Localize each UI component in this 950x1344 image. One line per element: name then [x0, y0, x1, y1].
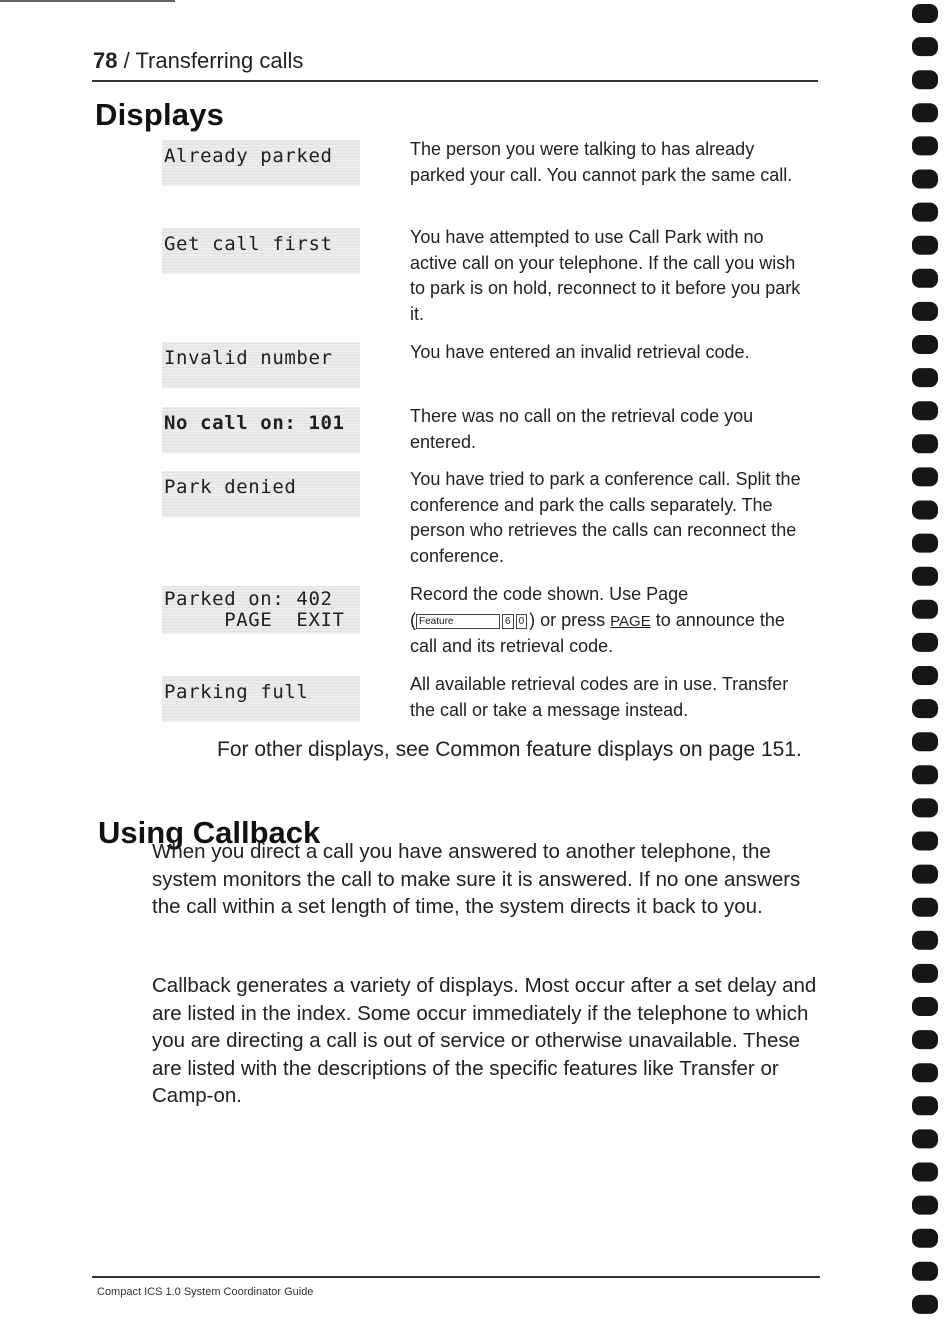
lcd-display-invalid-number	[162, 342, 360, 388]
binding-hole	[912, 1063, 938, 1082]
binding-hole	[912, 567, 938, 586]
lcd-line: Parking full	[164, 681, 309, 703]
running-header	[93, 48, 303, 74]
binding-hole	[912, 170, 938, 189]
footer-text: Compact ICS 1.0 System Coordinator Guide	[97, 1286, 314, 1298]
binding-hole	[912, 865, 938, 884]
binding-hole	[912, 434, 938, 453]
binding-hole	[912, 1295, 938, 1314]
lcd-line: Parked on: 402	[164, 588, 333, 610]
binding-hole	[912, 765, 938, 784]
feature-key-icon: Feature	[416, 614, 500, 629]
binding-hole	[912, 798, 938, 817]
header-section: Transferring calls	[135, 48, 304, 73]
lcd-display-no-call-on	[162, 407, 360, 453]
page-number: 78	[93, 48, 118, 73]
lcd-line: Already parked	[164, 145, 333, 167]
binding-hole	[912, 898, 938, 917]
description-no-call-on: There was no call on the retrieval code you entered.	[410, 406, 754, 452]
description-end: to announce the call and its retrieval code.	[410, 609, 790, 656]
binding-hole	[912, 600, 938, 619]
binding-hole	[912, 335, 938, 354]
binding-hole	[912, 1262, 938, 1281]
lcd-display-already-parked	[162, 140, 360, 186]
lcd-line: Park denied	[164, 476, 297, 498]
lcd-display-parking-full	[162, 676, 360, 722]
key-6-icon: 6	[502, 614, 514, 629]
binding-hole	[912, 70, 938, 89]
binding-hole	[912, 1096, 938, 1115]
binding-hole	[912, 832, 938, 851]
binding-hole	[912, 203, 938, 222]
callback-paragraph-2: Callback generates a variety of displays. Most occur after a set delay and are listed in the index. Some occur immediately if the telephone to which you are directing a call is out of service or otherwise unavailable. These are listed with the descriptions of the specific features like Transfer or Camp-on.	[152, 974, 817, 1107]
binding-hole	[912, 1163, 938, 1182]
binding-hole	[912, 501, 938, 520]
binding-hole	[912, 699, 938, 718]
top-edge-rule	[0, 0, 175, 2]
binding-hole	[912, 732, 938, 751]
lcd-display-parked-on	[162, 586, 360, 634]
binding-hole	[912, 302, 938, 321]
binding-hole	[912, 401, 938, 420]
binding-hole	[912, 534, 938, 553]
binding-hole	[912, 666, 938, 685]
description-already-parked: The person you were talking to has already parked your call. You cannot park the same call.	[410, 139, 793, 185]
binding-hole	[912, 103, 938, 122]
lcd-display-get-call-first	[162, 228, 360, 274]
header-rule	[92, 80, 818, 82]
binding-hole	[912, 633, 938, 652]
description-parked-on	[410, 582, 810, 660]
binding-hole	[912, 4, 938, 23]
binding-hole	[912, 1196, 938, 1215]
description-invalid-number: You have entered an invalid retrieval code.	[410, 342, 750, 362]
binding-hole	[912, 467, 938, 486]
binding-hole	[912, 931, 938, 950]
header-separator: /	[117, 48, 136, 73]
binding-hole	[912, 236, 938, 255]
open-paren: (	[410, 609, 416, 630]
description-mid: ) or press	[529, 609, 611, 630]
binding-hole	[912, 964, 938, 983]
lcd-line: Invalid number	[164, 347, 333, 369]
other-displays-note: For other displays, see Common feature displays on page 151.	[217, 738, 802, 761]
description-line: Record the code shown. Use Page	[410, 584, 689, 604]
binding-hole	[912, 1229, 938, 1248]
description-parking-full: All available retrieval codes are in use. Transfer the call or take a message instead.	[410, 674, 789, 720]
spiral-binding-icon	[904, 0, 950, 1344]
lcd-line: Get call first	[164, 233, 333, 255]
binding-hole	[912, 269, 938, 288]
binding-hole	[912, 1030, 938, 1049]
key-0-icon: 0	[516, 614, 528, 629]
binding-hole	[912, 136, 938, 155]
lcd-line: No call on: 101	[164, 412, 345, 434]
callback-paragraph-1: When you direct a call you have answered to another telephone, the system monitors the call to make sure it is answered. If no one answers the call within a set length of time, the system directs it back to you.	[152, 840, 801, 918]
description-park-denied: You have tried to park a conference call. Split the conference and park the calls separately. The person who retrieves the calls can reconnect the conference.	[410, 469, 801, 566]
binding-hole	[912, 368, 938, 387]
displays-heading: Displays	[95, 97, 225, 132]
lcd-display-park-denied	[162, 471, 360, 517]
callback-heading: Using Callback	[98, 815, 321, 850]
binding-hole	[912, 37, 938, 56]
page-softkey-label: PAGE	[610, 612, 651, 630]
binding-hole	[912, 1129, 938, 1148]
lcd-softkey-line: PAGE EXIT	[164, 609, 345, 631]
binding-hole	[912, 997, 938, 1016]
footer-rule	[92, 1276, 820, 1278]
description-get-call-first: You have attempted to use Call Park with no active call on your telephone. If the call you wish to park is on hold, reconnect to it before you park it.	[410, 227, 801, 324]
